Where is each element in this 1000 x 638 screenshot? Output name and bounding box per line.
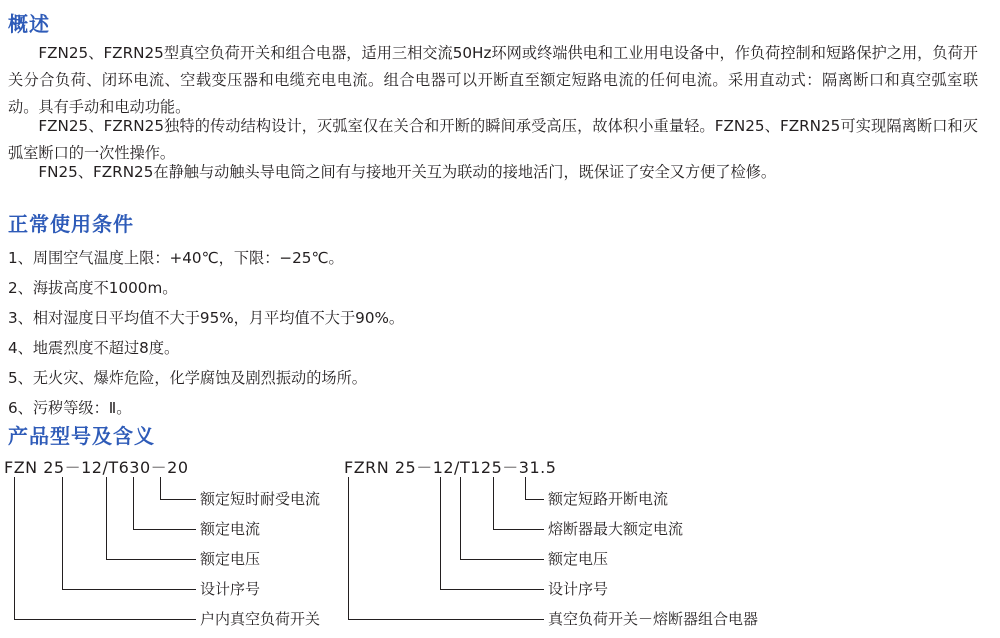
list-item: 5、无火灾、爆炸危险，化学腐蚀及剧烈振动的场所。 <box>8 369 367 387</box>
model-label-right-1: 额定短路开断电流 <box>548 490 669 508</box>
leader-line <box>460 559 544 560</box>
overview-paragraph-1: FZN25、FZRN25型真空负荷开关和组合电器，适用三相交流50Hz环网或终端供电和工业用电设备中，作负荷控制和短路保护之用，负荷开关分合负荷、闭环电流、空载变压器和电缆充电电流。组合电器可以开断直至额定短路电流的任何电流。采用直动式：隔离断口和真空弧室联动。具有手动和电动功能。 <box>8 44 978 116</box>
leader-line <box>440 589 544 590</box>
overview-paragraph-2: FZN25、FZRN25独特的传动结构设计，灭弧室仅在关合和开断的瞬间承受高压，故体积小重量轻。FZN25、FZRN25可实现隔离断口和灭弧室断口的一次性操作。 <box>8 117 978 162</box>
model-label-right-4: 设计序号 <box>548 580 609 598</box>
leader-line <box>14 477 15 619</box>
model-label-left-3: 额定电压 <box>200 550 261 568</box>
leader-line <box>160 477 161 499</box>
model-label-right-2: 熔断器最大额定电流 <box>548 520 684 538</box>
list-item: 6、污秽等级：Ⅱ。 <box>8 399 132 417</box>
leader-line <box>493 529 544 530</box>
leader-line <box>348 619 544 620</box>
model-label-right-5: 真空负荷开关－熔断器组合电器 <box>548 610 759 628</box>
list-item: 4、地震烈度不超过8度。 <box>8 339 180 357</box>
leader-line <box>133 529 196 530</box>
list-item: 2、海拔高度不1000m。 <box>8 279 178 297</box>
leader-line <box>460 477 461 559</box>
model-label-right-3: 额定电压 <box>548 550 609 568</box>
overview-paragraph-3: FN25、FZRN25在静触与动触头导电筒之间有与接地开关互为联动的接地活门，既保证了安全又方便了检修。 <box>38 163 777 181</box>
leader-line <box>106 559 196 560</box>
leader-line <box>106 477 107 559</box>
model-label-left-4: 设计序号 <box>200 580 261 598</box>
model-code-right: FZRN 25－12/T125－31.5 <box>344 458 557 477</box>
leader-line <box>440 477 441 589</box>
list-item: 3、相对湿度日平均值不大于95%，月平均值不大于90%。 <box>8 309 405 327</box>
list-item: 1、周围空气温度上限：+40℃，下限：−25℃。 <box>8 249 344 267</box>
model-label-left-2: 额定电流 <box>200 520 261 538</box>
leader-line <box>493 477 494 529</box>
section-heading-conditions: 正常使用条件 <box>8 212 134 236</box>
leader-line <box>525 477 526 499</box>
leader-line <box>160 499 196 500</box>
section-heading-model: 产品型号及含义 <box>8 424 155 448</box>
leader-line <box>62 589 196 590</box>
model-diagram-right <box>340 455 900 630</box>
leader-line <box>525 499 544 500</box>
model-code-left: FZN 25－12/T630－20 <box>4 458 189 477</box>
section-heading-overview: 概述 <box>8 12 50 36</box>
leader-line <box>348 477 349 619</box>
leader-line <box>133 477 134 529</box>
leader-line <box>62 477 63 589</box>
model-label-left-1: 额定短时耐受电流 <box>200 490 321 508</box>
leader-line <box>14 619 196 620</box>
conditions-list <box>8 243 968 423</box>
model-label-left-5: 户内真空负荷开关 <box>200 610 321 628</box>
